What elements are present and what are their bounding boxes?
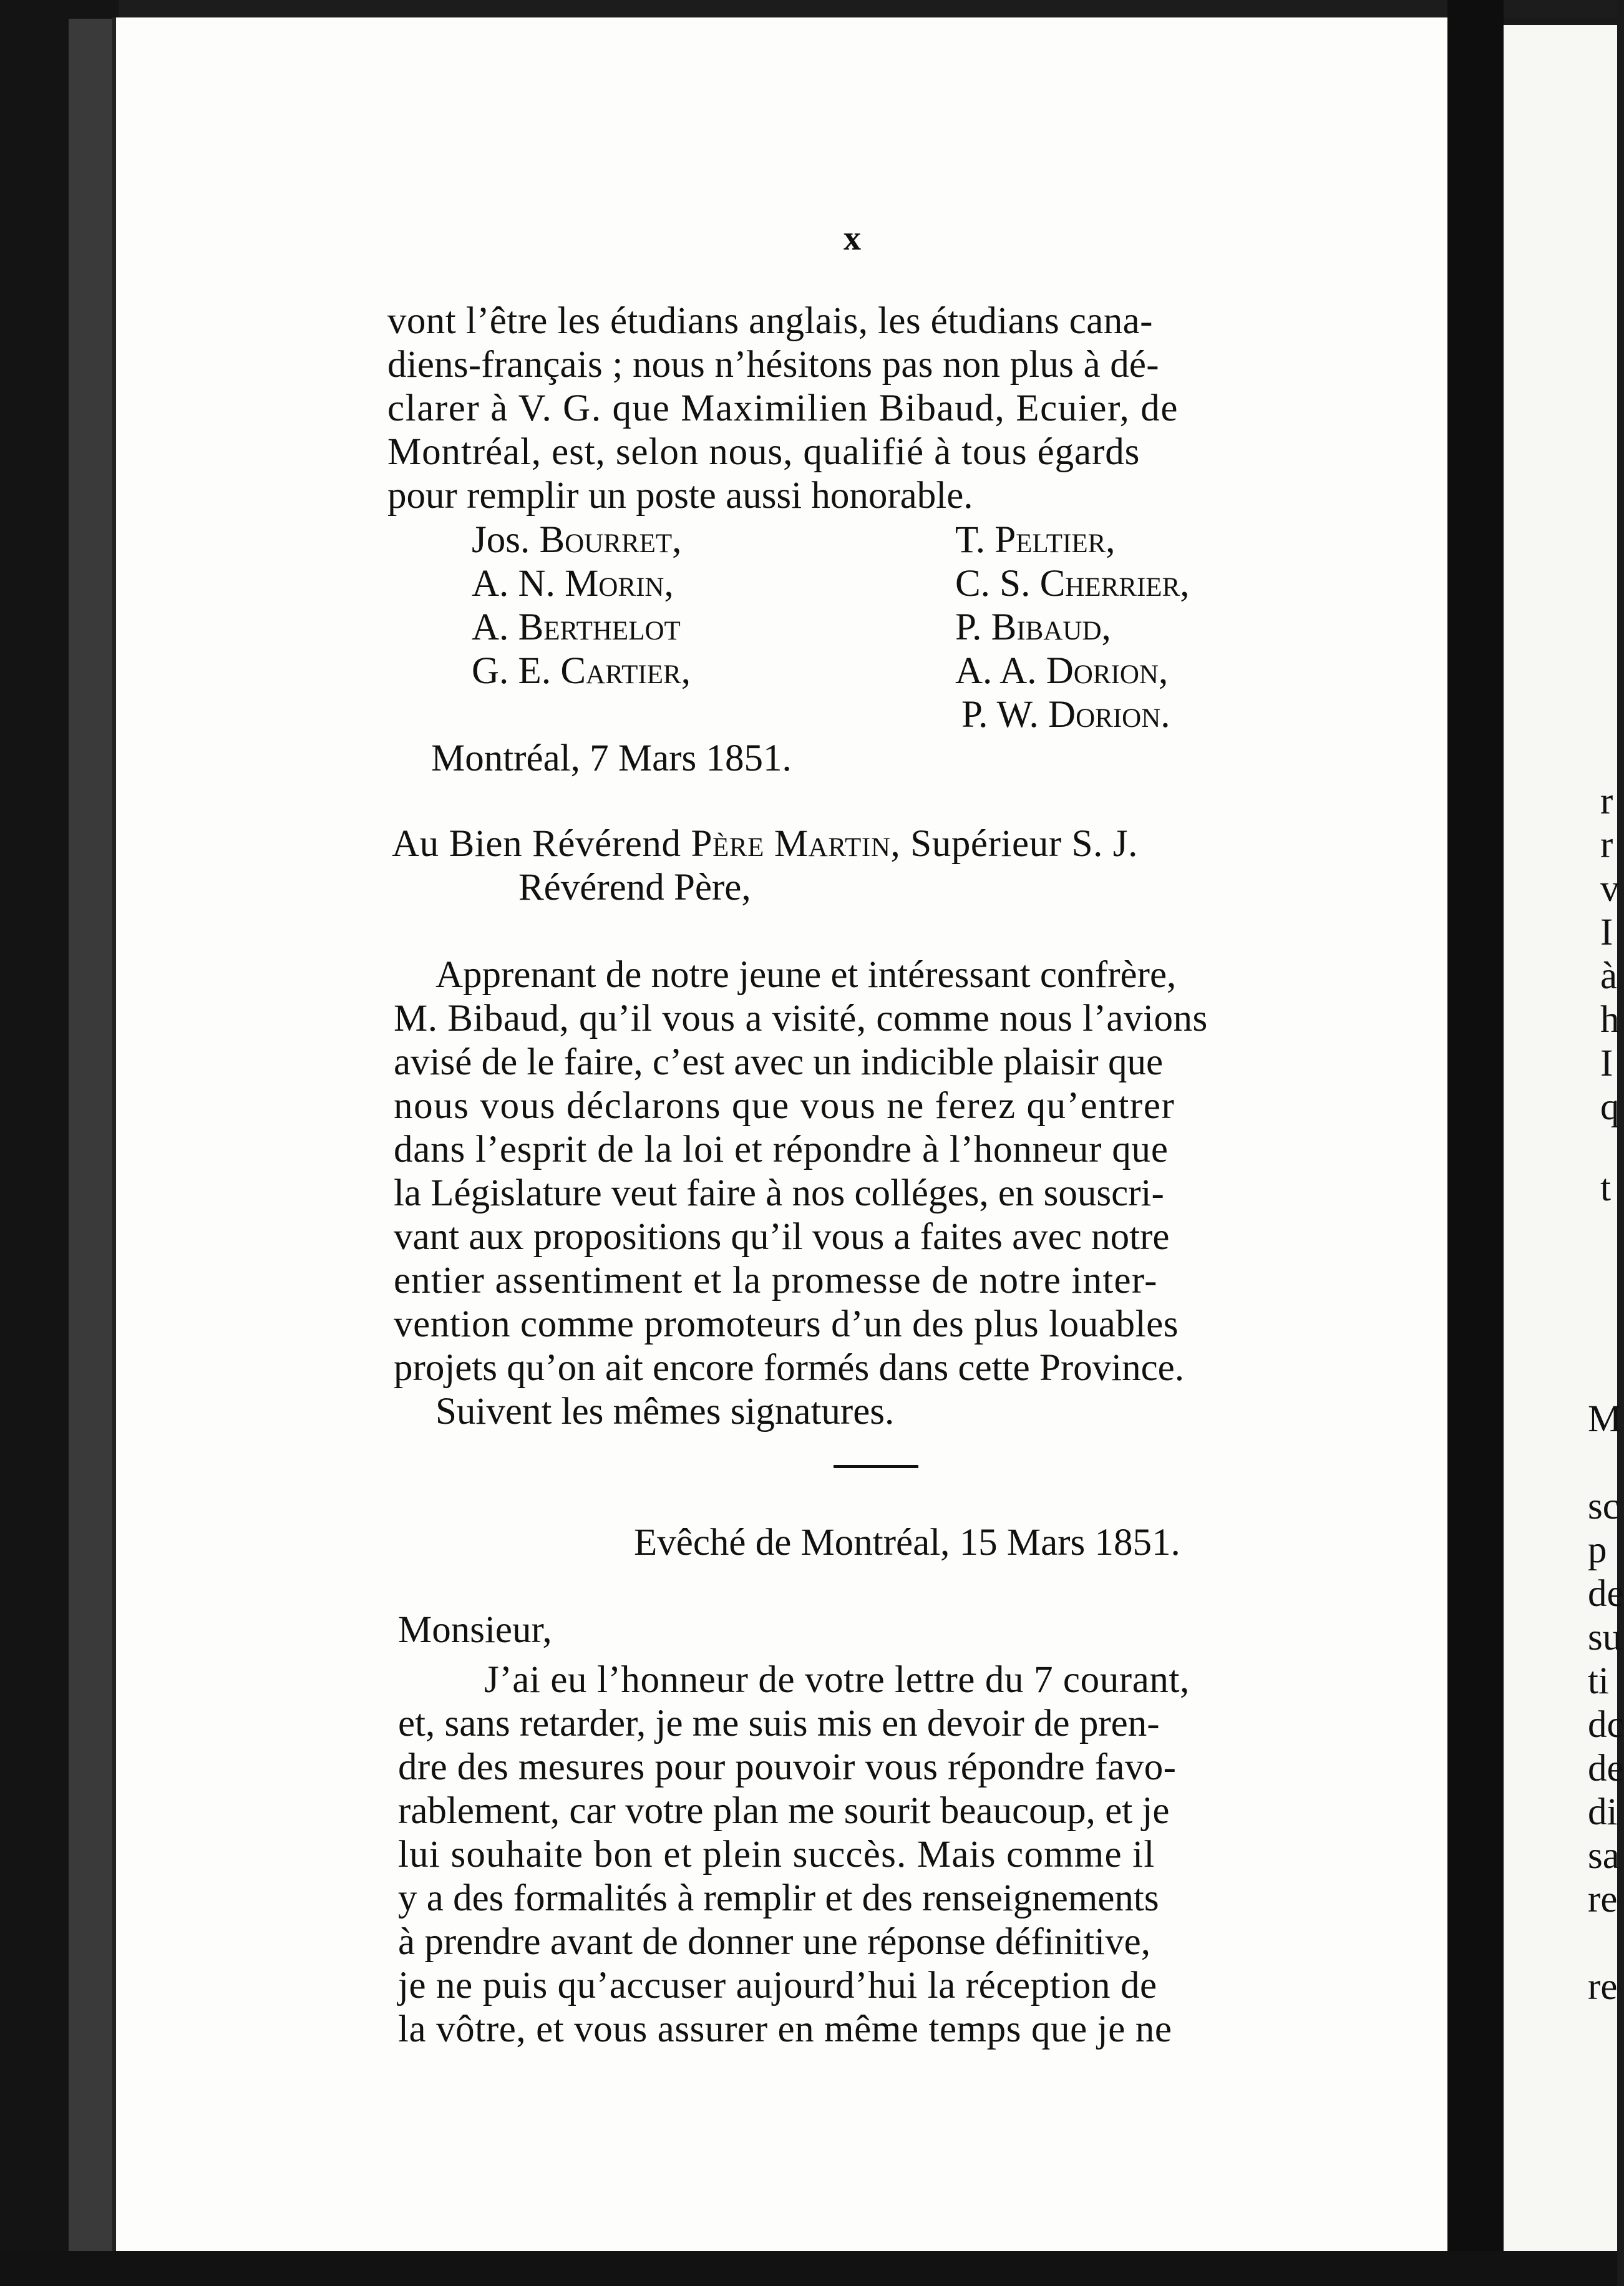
adjacent-fragment: à (1600, 955, 1618, 997)
book-gutter (1447, 0, 1504, 2286)
signature-right: P. W. Dorion. (961, 694, 1170, 736)
adjacent-fragment: h (1600, 999, 1620, 1041)
adjacent-fragment: su (1588, 1617, 1622, 1658)
text-line: et, sans retarder, je me suis mis en devoir de pren- (398, 1703, 1160, 1744)
adjacent-fragment: di (1588, 1791, 1618, 1833)
adjacent-fragment: de (1588, 1573, 1624, 1615)
signature-left: A. Berthelot (472, 606, 681, 648)
text-line: dre des mesures pour pouvoir vous répondre favo- (398, 1746, 1177, 1788)
text-line: vont l’être les étudians anglais, les étudians cana- (387, 300, 1153, 342)
adjacent-fragment: sa (1588, 1835, 1620, 1877)
text-line: lui souhaite bon et plein succès. Mais comme il (398, 1834, 1155, 1875)
text-line: y a des formalités à remplir et des renseignements (398, 1877, 1159, 1919)
adjacent-fragment: r (1600, 824, 1613, 866)
signature-right: C. S. Cherrier, (955, 563, 1190, 605)
text-line: Suivent les mêmes signatures. (435, 1391, 895, 1432)
date-line: Montréal, 7 Mars 1851. (431, 737, 792, 779)
scan-bottom-edge (0, 2251, 1617, 2286)
text-line: la vôtre, et vous assurer en même temps que je ne (398, 2008, 1172, 2050)
text-line: Montréal, est, selon nous, qualifié à tous égards (387, 431, 1140, 473)
salutation: Monsieur, (398, 1609, 552, 1651)
adjacent-fragment: sc (1588, 1486, 1620, 1527)
adjacent-fragment: re (1588, 1879, 1618, 1920)
page-number: x (844, 219, 861, 258)
signature-left: G. E. Cartier, (472, 650, 691, 692)
book-spine-shadow (69, 19, 119, 2265)
adjacent-fragment: re (1588, 1966, 1618, 2008)
text-line: à prendre avant de donner une réponse définitive, (398, 1921, 1150, 1963)
adjacent-fragment: t (1600, 1167, 1611, 1209)
text-line: nous vous déclarons que vous ne ferez qu’entrer (394, 1085, 1175, 1127)
adjacent-fragment: r (1600, 781, 1613, 822)
text-line: la Législature veut faire à nos colléges, en souscri- (394, 1172, 1164, 1214)
text-line: diens-français ; nous n’hésitons pas non plus à dé- (387, 344, 1159, 386)
adjacent-fragment: I (1600, 1043, 1613, 1084)
adjacent-page-edge (1504, 25, 1624, 2252)
address-line: Au Bien Révérend Père Martin, Supérieur S. J. (392, 823, 1139, 865)
text-line: avisé de le faire, c’est avec un indicible plaisir que (394, 1041, 1164, 1083)
text-line: Apprenant de notre jeune et intéressant confrère, (435, 954, 1177, 996)
book-page (112, 17, 1451, 2251)
adjacent-fragment: ti (1588, 1660, 1609, 1702)
text-line: je ne puis qu’accuser aujourd’hui la réception de (398, 1965, 1157, 2006)
text-line: entier assentiment et la promesse de notre inter- (394, 1260, 1158, 1301)
text-line: clarer à V. G. que Maximilien Bibaud, Ecuier, de (387, 387, 1179, 429)
section-divider (834, 1465, 918, 1468)
adjacent-fragment: dc (1588, 1704, 1624, 1746)
text-line: J’ai eu l’honneur de votre lettre du 7 courant, (484, 1659, 1190, 1701)
text-line: pour remplir un poste aussi honorable. (387, 475, 973, 517)
adjacent-fragment: p (1588, 1529, 1607, 1571)
text-line: vant aux propositions qu’il vous a faites avec notre (394, 1216, 1170, 1258)
text-line: rablement, car votre plan me sourit beaucoup, et je (398, 1790, 1170, 1832)
adjacent-fragment: de (1588, 1748, 1624, 1789)
text-line: vention comme promoteurs d’un des plus louables (394, 1303, 1179, 1345)
text-line: M. Bibaud, qu’il vous a visité, comme nous l’avions (394, 998, 1208, 1039)
adjacent-fragment: v (1600, 868, 1620, 910)
date-line: Evêché de Montréal, 15 Mars 1851. (634, 1522, 1180, 1564)
signature-right: T. Peltier, (955, 519, 1116, 561)
text-line: dans l’esprit de la loi et répondre à l’honneur que (394, 1129, 1169, 1170)
adjacent-fragment: I (1600, 912, 1613, 953)
salutation: Révérend Père, (518, 867, 751, 908)
text-line: projets qu’on ait encore formés dans cette Province. (394, 1347, 1185, 1389)
signature-left: A. N. Morin, (472, 563, 674, 605)
signature-left: Jos. Bourret, (472, 519, 682, 561)
adjacent-fragment: M (1588, 1398, 1622, 1440)
signature-right: P. Bibaud, (955, 606, 1111, 648)
signature-right: A. A. Dorion, (955, 650, 1169, 692)
scan-top-edge (0, 0, 1617, 17)
adjacent-fragment: q (1600, 1086, 1620, 1128)
